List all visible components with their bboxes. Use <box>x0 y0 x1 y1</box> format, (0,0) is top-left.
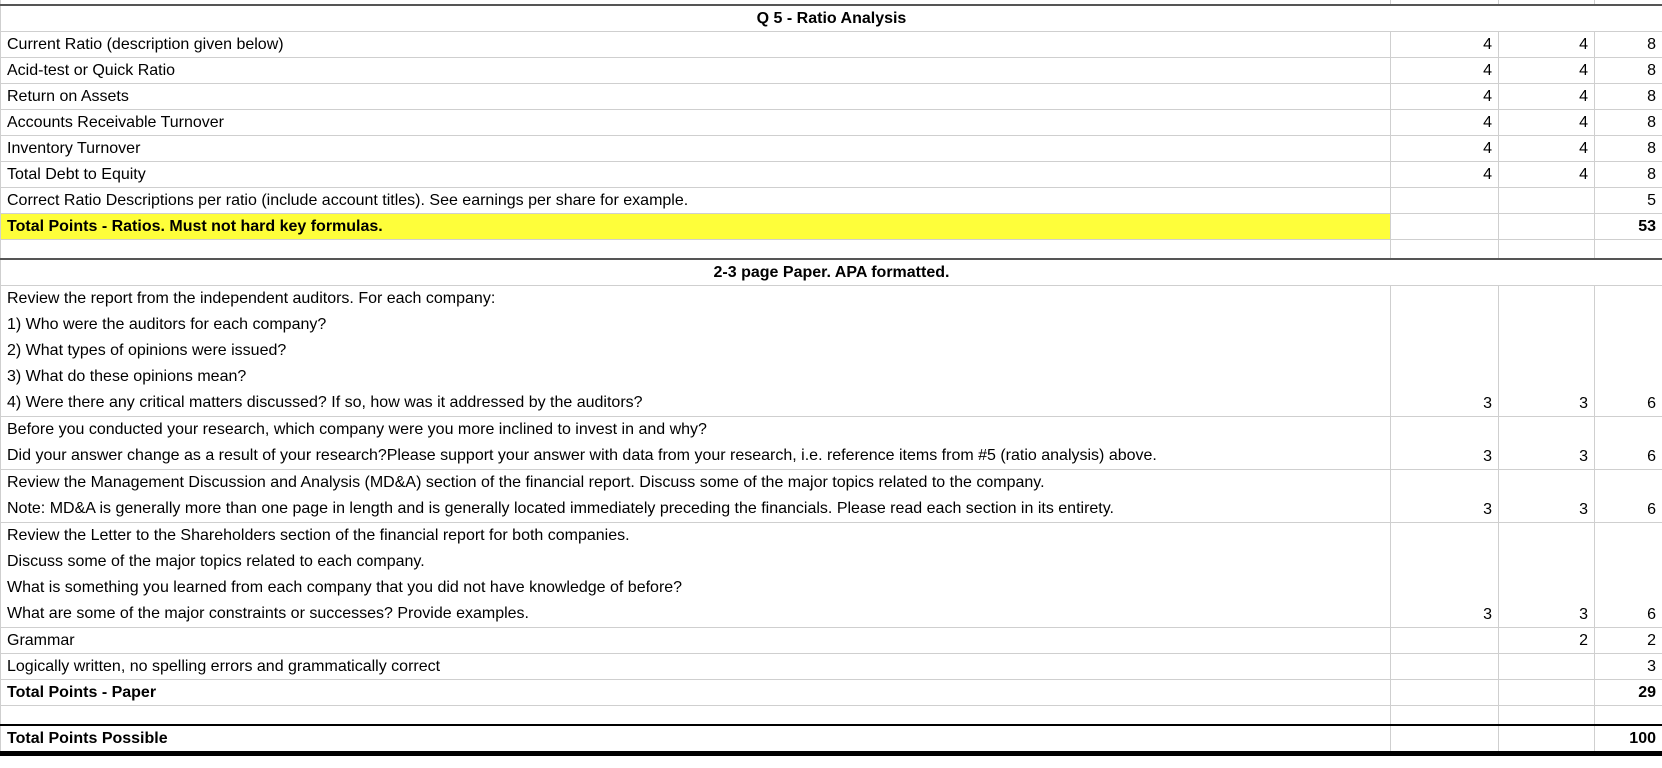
section-header-paper <box>1 259 1662 286</box>
block-line: Did your answer change as a result of your research?Please support your answer with data from your research, i.e. reference items from #5 (ratio analysis) above. <box>7 447 1157 464</box>
table-row <box>1 470 1662 523</box>
points-total[interactable]: 8 <box>1595 110 1662 136</box>
points-col-1[interactable] <box>1391 188 1499 214</box>
table-row <box>1 628 1662 654</box>
total-ratios-value[interactable]: 53 <box>1595 214 1662 240</box>
block-line: 1) Who were the auditors for each company? <box>7 316 327 333</box>
row-label[interactable]: Logically written, no spelling errors and grammatically correct <box>1 654 1391 680</box>
points-col-1[interactable] <box>1391 680 1499 706</box>
total-paper-label[interactable]: Total Points - Paper <box>1 680 1391 706</box>
points-col-2[interactable]: 4 <box>1499 32 1595 58</box>
points-total[interactable]: 6 <box>1595 523 1662 628</box>
spacer-row <box>1 240 1662 260</box>
points-col-1[interactable]: 4 <box>1391 162 1499 188</box>
total-paper-value[interactable]: 29 <box>1595 680 1662 706</box>
points-col-2[interactable]: 4 <box>1499 110 1595 136</box>
points-col-1[interactable]: 4 <box>1391 136 1499 162</box>
points-col-1[interactable]: 4 <box>1391 32 1499 58</box>
block-line: What are some of the major constraints or successes? Provide examples. <box>7 605 529 622</box>
points-total[interactable]: 6 <box>1595 286 1662 417</box>
points-total[interactable]: 8 <box>1595 32 1662 58</box>
points-col-2[interactable]: 4 <box>1499 162 1595 188</box>
points-col-1[interactable]: 3 <box>1391 523 1499 628</box>
total-row-ratios <box>1 214 1662 240</box>
table-row <box>1 188 1662 214</box>
block-line: What is something you learned from each company that you did not have knowledge of before? <box>7 579 683 596</box>
points-total[interactable]: 3 <box>1595 654 1662 680</box>
points-total[interactable]: 8 <box>1595 136 1662 162</box>
table-row <box>1 58 1662 84</box>
row-label[interactable]: Return on Assets <box>1 84 1391 110</box>
spacer-row <box>1 706 1662 726</box>
block-line: Note: MD&A is generally more than one page in length and is generally located immediately preceding the financials. Please read each section in its entirety. <box>7 500 1114 517</box>
table-row <box>1 32 1662 58</box>
points-col-2[interactable]: 4 <box>1499 58 1595 84</box>
table-row <box>1 523 1662 628</box>
row-label[interactable]: Acid-test or Quick Ratio <box>1 58 1391 84</box>
grand-total-label[interactable]: Total Points Possible <box>1 725 1391 754</box>
points-col-2[interactable]: 4 <box>1499 136 1595 162</box>
points-col-2[interactable]: 3 <box>1499 286 1595 417</box>
points-col-2[interactable] <box>1499 680 1595 706</box>
points-col-1[interactable]: 4 <box>1391 58 1499 84</box>
points-col-1[interactable]: 4 <box>1391 110 1499 136</box>
points-total[interactable]: 6 <box>1595 470 1662 523</box>
table-row <box>1 84 1662 110</box>
points-total[interactable]: 6 <box>1595 417 1662 470</box>
section-title-ratio-analysis[interactable]: Q 5 - Ratio Analysis <box>1 5 1662 32</box>
points-col-2[interactable]: 3 <box>1499 523 1595 628</box>
points-col-2[interactable]: 4 <box>1499 84 1595 110</box>
points-col-1[interactable]: 4 <box>1391 84 1499 110</box>
row-label[interactable]: Current Ratio (description given below) <box>1 32 1391 58</box>
block-line: 4) Were there any critical matters discussed? If so, how was it addressed by the auditors? <box>7 394 643 411</box>
row-label[interactable]: Total Debt to Equity <box>1 162 1391 188</box>
points-col-2[interactable] <box>1499 725 1595 754</box>
points-col-2[interactable] <box>1499 654 1595 680</box>
row-label[interactable]: Grammar <box>1 628 1391 654</box>
row-label[interactable]: Inventory Turnover <box>1 136 1391 162</box>
points-total[interactable]: 8 <box>1595 84 1662 110</box>
section-title-paper[interactable]: 2-3 page Paper. APA formatted. <box>1 259 1662 286</box>
table-row <box>1 286 1662 417</box>
paper-block-invest[interactable] <box>1 417 1391 470</box>
paper-block-shareholders[interactable] <box>1 523 1391 628</box>
row-label[interactable]: Correct Ratio Descriptions per ratio (include account titles). See earnings per share for example. <box>1 188 1391 214</box>
table-row <box>1 110 1662 136</box>
points-col-2[interactable] <box>1499 188 1595 214</box>
block-line: Review the report from the independent auditors. For each company: <box>7 290 496 307</box>
points-total[interactable]: 5 <box>1595 188 1662 214</box>
block-line: Before you conducted your research, which company were you more inclined to invest in and why? <box>7 421 707 438</box>
block-line: Review the Management Discussion and Analysis (MD&A) section of the financial report. Discuss some of the major topics related to the company. <box>7 474 1045 491</box>
table-row <box>1 162 1662 188</box>
points-col-1[interactable]: 3 <box>1391 470 1499 523</box>
points-total[interactable]: 2 <box>1595 628 1662 654</box>
grand-total-value[interactable]: 100 <box>1595 725 1662 754</box>
row-label[interactable]: Accounts Receivable Turnover <box>1 110 1391 136</box>
points-col-1[interactable]: 3 <box>1391 286 1499 417</box>
table-row <box>1 654 1662 680</box>
block-line: 3) What do these opinions mean? <box>7 368 247 385</box>
points-col-2[interactable]: 2 <box>1499 628 1595 654</box>
points-total[interactable]: 8 <box>1595 58 1662 84</box>
total-ratios-label[interactable]: Total Points - Ratios. Must not hard key formulas. <box>1 214 1391 240</box>
points-col-1[interactable] <box>1391 725 1499 754</box>
paper-block-auditors[interactable] <box>1 286 1391 417</box>
points-col-2[interactable]: 3 <box>1499 470 1595 523</box>
points-col-1[interactable]: 3 <box>1391 417 1499 470</box>
table-row <box>1 136 1662 162</box>
section-header-ratio-analysis <box>1 5 1662 32</box>
points-col-1[interactable] <box>1391 628 1499 654</box>
points-col-1[interactable] <box>1391 214 1499 240</box>
block-line: 2) What types of opinions were issued? <box>7 342 287 359</box>
block-line: Review the Letter to the Shareholders section of the financial report for both companies. <box>7 527 630 544</box>
block-line: Discuss some of the major topics related to each company. <box>7 553 425 570</box>
total-row-paper <box>1 680 1662 706</box>
points-col-1[interactable] <box>1391 654 1499 680</box>
paper-block-mda[interactable] <box>1 470 1391 523</box>
points-col-2[interactable]: 3 <box>1499 417 1595 470</box>
grand-total-row <box>1 725 1662 754</box>
points-col-2[interactable] <box>1499 214 1595 240</box>
table-row <box>1 417 1662 470</box>
points-total[interactable]: 8 <box>1595 162 1662 188</box>
